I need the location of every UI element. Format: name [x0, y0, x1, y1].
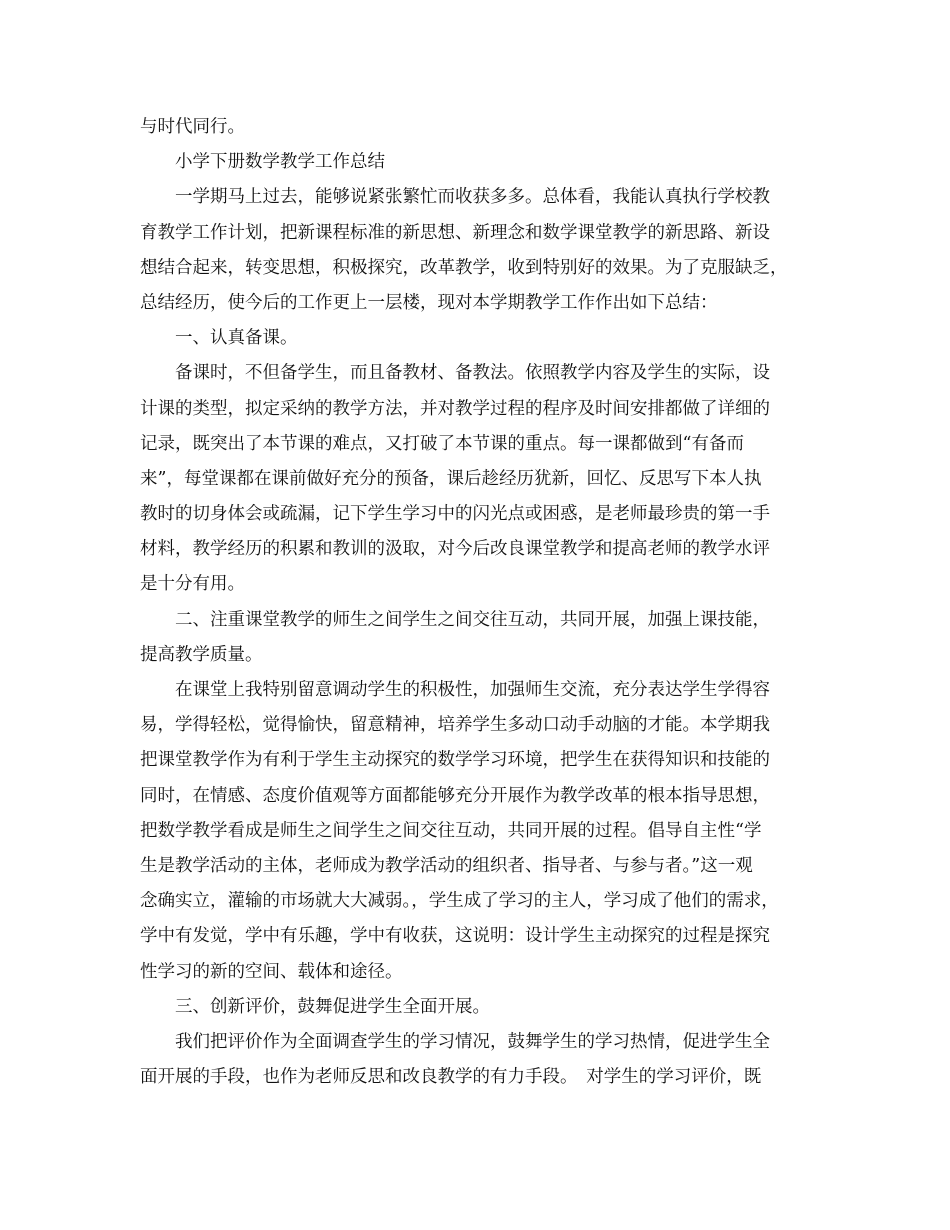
body-line-18: 易，学得轻松，觉得愉快，留意精神，培养学生多动口动手动脑的才能。本学期我	[140, 715, 770, 736]
heading-two: 二、注重课堂教学的师生之间学生之间交往互动，共同开展，加强上课技能，	[175, 609, 770, 630]
body-line-21: 把数学教学看成是师生之间学生之间交往互动，共同开展的过程。倡导自主性“学	[140, 820, 762, 841]
body-line-27: 我们把评价作为全面调查学生的学习情况，鼓舞学生的学习热情，促进学生全	[175, 1031, 770, 1052]
body-line-19: 把课堂教学作为有利于学生主动探究的数学学习环境，把学生在获得知识和技能的	[140, 750, 770, 771]
body-line-9: 计课的类型，拟定采纳的教学方法，并对教学过程的程序及时间安排都做了详细的	[140, 398, 770, 419]
body-line-23: 念确实立，灌输的市场就大大减弱。，学生成了学习的主人，学习成了他们的需求，	[140, 891, 779, 912]
body-line-25: 性学习的新的空间、载体和途径。	[140, 961, 403, 982]
body-line-4: 育教学工作计划，把新课程标准的新思想、新理念和数学课堂教学的新思路、新设	[140, 222, 770, 243]
body-line-22: 生是教学活动的主体，老师成为教学活动的组织者、指导者、与参与者。”这一观	[140, 855, 753, 876]
body-line-17: 在课堂上我特别留意调动学生的积极性，加强师生交流，充分表达学生学得容	[175, 680, 770, 700]
body-line-6: 总结经历，使今后的工作更上一层楼，现对本学期教学工作作出如下总结：	[140, 292, 718, 313]
body-line-3: 一学期马上过去，能够说紧张繁忙而收获多多。总体看，我能认真执行学校教	[175, 187, 770, 208]
body-line-10: 记录，既突出了本节课的难点，又打破了本节课的重点。每一课都做到“有备而	[140, 433, 744, 454]
body-line-28: 面开展的手段，也作为老师反思和改良教学的有力手段。 对学生的学习评价，既	[140, 1067, 762, 1088]
body-line-20: 同时，在情感、态度价值观等方面都能够充分开展作为教学改革的根本指导思想，	[140, 785, 770, 806]
body-line-5: 想结合起来，转变思想，积极探究，改革教学，收到特别好的效果。为了克服缺乏，	[140, 257, 788, 278]
body-line-8: 备课时，不但备学生，而且备教材、备教法。依照教学内容及学生的实际，设	[175, 363, 770, 384]
heading-one: 一、认真备课。	[175, 328, 298, 349]
body-line-13: 材料，教学经历的积累和教训的汲取，对今后改良课堂教学和提高老师的教学水评	[140, 539, 770, 560]
body-line-11: 来”，每堂课都在课前做好充分的预备，课后趁经历犹新，回忆、反思写下本人执	[140, 468, 762, 489]
body-line-12: 教时的切身体会或疏漏，记下学生学习中的闪光点或困惑，是老师最珍贵的第一手	[140, 504, 770, 525]
heading-two-continued: 提高教学质量。	[140, 644, 263, 665]
body-line-14: 是十分有用。	[140, 574, 245, 595]
body-line-1: 与时代同行。	[140, 117, 245, 137]
body-line-24: 学中有发觉，学中有乐趣，学中有收获，这说明：设计学生主动探究的过程是探究	[140, 926, 770, 947]
section-title: 小学下册数学教学工作总结	[175, 152, 385, 173]
heading-three: 三、创新评价，鼓舞促进学生全面开展。	[175, 996, 490, 1017]
document-body	[140, 110, 810, 1095]
